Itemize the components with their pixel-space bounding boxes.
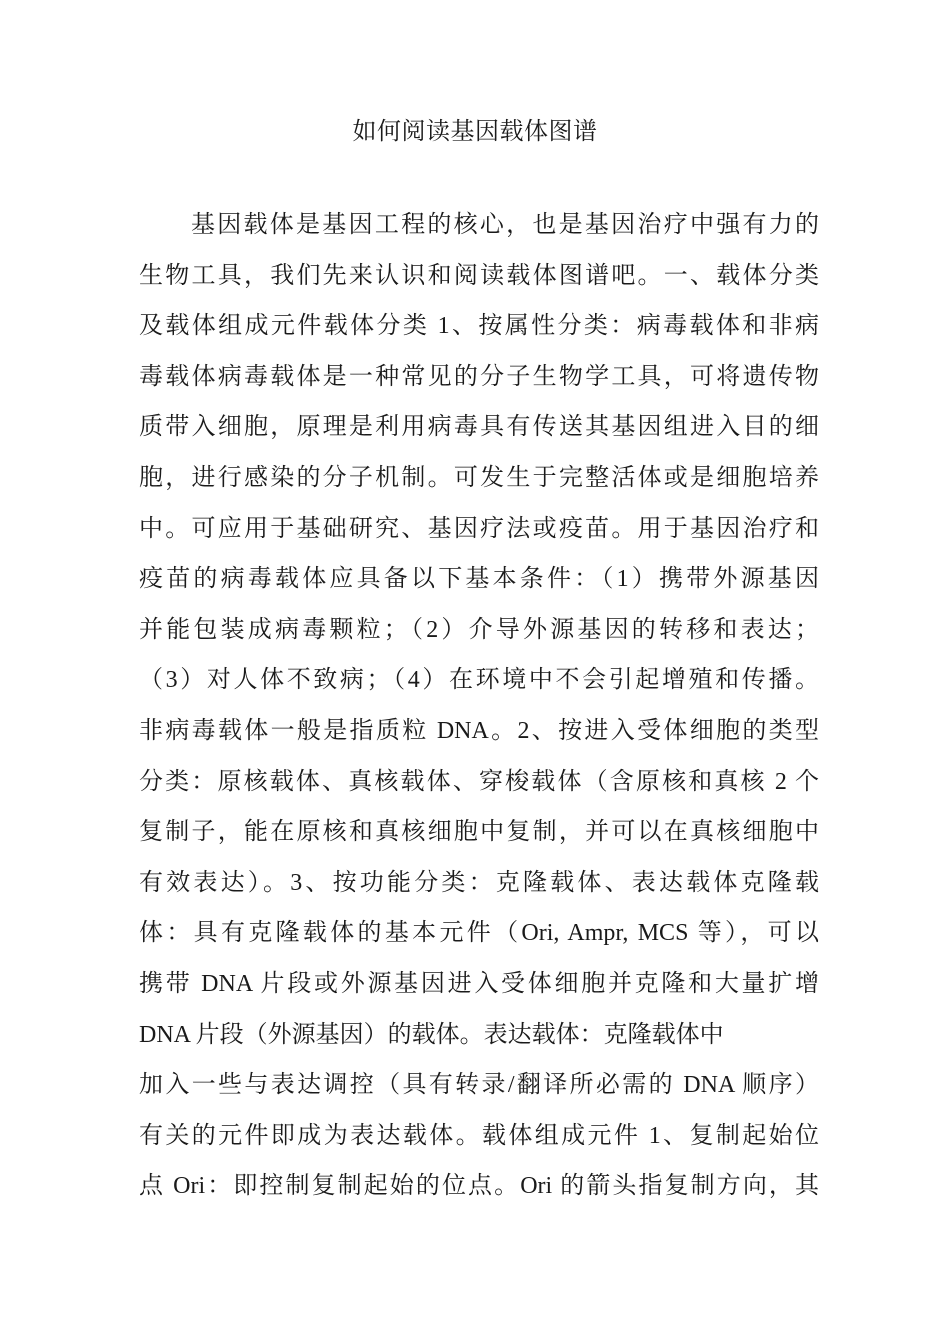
paragraph-line: 胞，进行感染的分子机制。可发生于完整活体或是细胞培养 — [139, 464, 819, 491]
paragraph-line: （3）对人体不致病；（4）在环境中不会引起增殖和传播。 — [139, 667, 819, 694]
paragraph-line: 有关的元件即成为表达载体。载体组成元件 1、复制起始位 — [139, 1122, 819, 1149]
paragraph-line: 质带入细胞，原理是利用病毒具有传送其基因组进入目的细 — [139, 414, 819, 441]
paragraph-line: 及载体组成元件载体分类 1、按属性分类：病毒载体和非病 — [139, 313, 819, 340]
paragraph-line: 分类：原核载体、真核载体、穿梭载体（含原核和真核 2 个 — [139, 768, 819, 795]
paragraph-line: 有效表达）。3、按功能分类：克隆载体、表达载体克隆载 — [139, 869, 819, 896]
paragraph-line: 携带 DNA 片段或外源基因进入受体细胞并克隆和大量扩增 — [139, 970, 819, 997]
paragraph-line: 复制子，能在原核和真核细胞中复制，并可以在真核细胞中 — [139, 819, 819, 846]
paragraph-line: 疫苗的病毒载体应具备以下基本条件：（1）携带外源基因 — [139, 566, 819, 593]
paragraph-line: 加入一些与表达调控（具有转录/翻译所必需的 DNA 顺序） — [139, 1072, 819, 1099]
document-body — [139, 205, 819, 1217]
paragraph-line: 基因载体是基因工程的核心，也是基因治疗中强有力的 — [191, 212, 819, 238]
paragraph-line: 并能包装成病毒颗粒；（2）介导外源基因的转移和表达； — [139, 616, 819, 643]
document-title: 如何阅读基因载体图谱 — [352, 119, 598, 145]
paragraph-line: 非病毒载体一般是指质粒 DNA。2、按进入受体细胞的类型 — [139, 717, 819, 744]
paragraph-line: 毒载体病毒载体是一种常见的分子生物学工具，可将遗传物 — [139, 363, 819, 390]
paragraph-line: DNA 片段（外源基因）的载体。表达载体：克隆载体中 — [139, 1021, 724, 1048]
paragraph-line: 生物工具，我们先来认识和阅读载体图谱吧。一、载体分类 — [139, 262, 819, 289]
paragraph-line: 体：具有克隆载体的基本元件（Ori, Ampr, MCS 等），可以 — [139, 920, 819, 947]
paragraph-line: 中。可应用于基础研究、基因疗法或疫苗。用于基因治疗和 — [139, 515, 819, 542]
paragraph-line: 点 Ori：即控制复制起始的位点。Ori 的箭头指复制方向，其 — [139, 1173, 819, 1200]
